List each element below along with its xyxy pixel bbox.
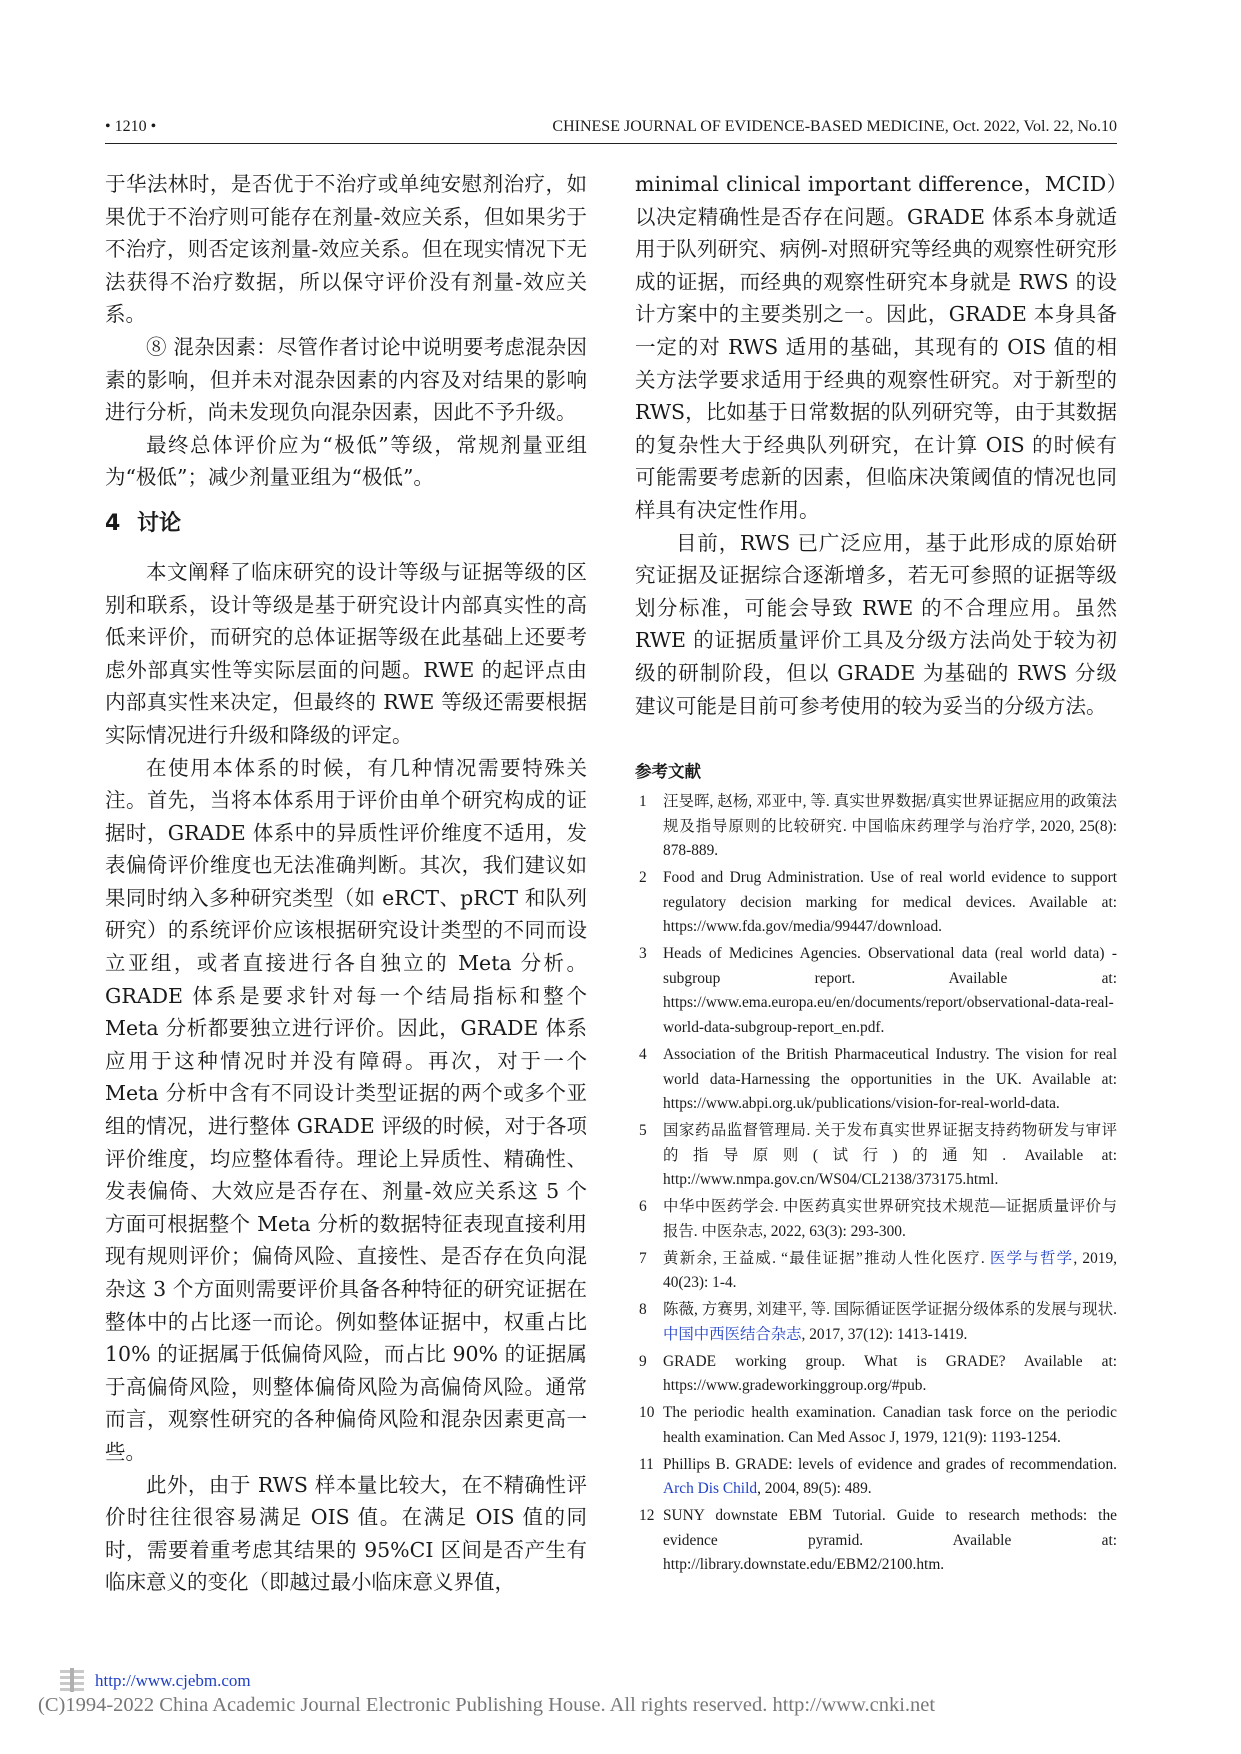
reference-number: 5: [639, 1122, 647, 1139]
section-heading: [105, 508, 587, 540]
paragraph: 本文阐释了临床研究的设计等级与证据等级的区别和联系，设计等级是基于研究设计内部真实性的高低来评价，而研究的总体证据等级在此基础上还要考虑外部真实性等实际层面的问题。RWE 的起评点由内部真实性来决定，但最终的 RWE 等级还需要根据实际情况进行升级和降级的评定。: [105, 559, 587, 747]
reference-number: 11: [639, 1455, 654, 1473]
header-rule: [105, 143, 1117, 144]
reference-number: 12: [639, 1506, 655, 1524]
reference-number: 1: [639, 793, 647, 811]
reference-item: [635, 1298, 1117, 1347]
reference-text: The periodic health examination. Canadian task force on the periodic health examination. Can Med Assoc J, 1979, 121(9): 1193-1254.: [663, 1404, 1117, 1446]
paragraph: 此外，由于 RWS 样本量比较大，在不精确性评价时往往很容易满足 OIS 值。在满足 OIS 值的同时，需要着重考虑其结果的 95%CI 区间是否产生有临床意义的变化（即越过最小临床意义界值，: [105, 1472, 587, 1595]
reference-text: [663, 1298, 1117, 1347]
reference-number: 9: [639, 1352, 647, 1370]
paragraph: minimal clinical important difference，MCID）以决定精确性是否存在问题。GRADE 体系本身就适用于队列研究、病例-对照研究等经典的观察性研究形成的证据，而经典的观察性研究本身就是 RWS 的设计方案中的主要类别之一。因此，GRADE 本身具备一定的对 RWS 适用的基础，其现有的 OIS 值的相关方法学要求适用于经典的观察性研究。对于新型的 RWS，比如基于日常数据的队列研究等，由于其数据的复杂性大于经典队列研究，在计算 OIS 的时候有可能需要考虑新的因素，但临床决策阈值的情况也同样具有决定性作用。: [635, 172, 1117, 522]
reference-number: 2: [639, 869, 647, 887]
reference-text: Food and Drug Administration. Use of real world evidence to support regulatory decision marking for medical devices. Available at: https://www.fda.gov/media/99447/download.: [663, 869, 1117, 936]
reference-text: [663, 1247, 1117, 1296]
journal-title: CHINESE JOURNAL OF EVIDENCE-BASED MEDICINE, Oct. 2022, Vol. 22, No.10: [552, 118, 1117, 135]
reference-text: 中华中医药学会. 中医药真实世界研究技术规范—证据质量评价与报告. 中医杂志, 2022, 63(3): 293-300.: [663, 1198, 1117, 1240]
reference-journal-link[interactable]: 中国中西医结合杂志: [663, 1325, 802, 1343]
page-number: • 1210 •: [105, 118, 157, 135]
reference-item: [635, 1195, 1117, 1244]
reference-item: [635, 1043, 1117, 1117]
journal-url-link[interactable]: http://www.cjebm.com: [95, 1671, 251, 1690]
reference-citation: 陈薇, 方赛男, 刘建平, 等. 国际循证医学证据分级体系的发展与现状.: [663, 1301, 1117, 1319]
reference-number: 10: [639, 1404, 655, 1422]
reference-item: [635, 1504, 1117, 1578]
right-column: [635, 168, 1117, 1580]
reference-text: [663, 1453, 1117, 1502]
reference-text: SUNY downstate EBM Tutorial. Guide to research methods: the evidence pyramid. Available at: http://library.downstate.edu/EBM2/2100.htm.: [663, 1506, 1117, 1574]
reference-journal-link[interactable]: Arch Dis Child: [663, 1480, 758, 1498]
reference-number: 6: [639, 1198, 647, 1216]
paragraph: 于华法林时，是否优于不治疗或单纯安慰剂治疗，如果优于不治疗则可能存在剂量-效应关系，但如果劣于不治疗，则否定该剂量-效应关系。但在现实情况下无法获得不治疗数据，所以保守评价没有剂量-效应关系。: [105, 172, 587, 327]
journal-logo-icon: [58, 1667, 86, 1693]
left-column: [105, 168, 587, 1599]
reference-volume: , 2004, 89(5): 489.: [757, 1480, 872, 1498]
reference-number: 4: [639, 1045, 647, 1063]
reference-item: [635, 1119, 1117, 1193]
reference-item: [635, 942, 1117, 1040]
reference-text: Association of the British Pharmaceutical Industry. The vision for real world data-Harnessing the opportunities in the UK. Available at: https://www.abpi.org.uk/publications/vision-for-real-world-data.: [663, 1045, 1117, 1113]
copyright-notice: (C)1994-2022 China Academic Journal Electronic Publishing House. All rights reserved. http://www.cnki.net: [38, 1694, 936, 1716]
reference-text: Heads of Medicines Agencies. Observational data (real world data) -subgroup report. Available at: https://www.ema.europa.eu/en/documents/report/observational-data-real-world-data-subgroup-report_en.pdf.: [663, 945, 1117, 1037]
page-header: [105, 118, 1117, 142]
reference-citation: 黄新余, 王益威. “最佳证据”推动人性化医疗.: [663, 1249, 990, 1267]
reference-text: GRADE working group. What is GRADE? Available at: https://www.gradeworkinggroup.org/#pub.: [663, 1352, 1117, 1395]
references-heading: 参考文献: [635, 762, 701, 782]
reference-citation: Phillips B. GRADE: levels of evidence and grades of recommendation.: [663, 1455, 1117, 1473]
reference-text: 国家药品监督管理局. 关于发布真实世界证据支持药物研发与审评的指导原则(试行)的通知. Available at: http://www.nmpa.gov.cn/WS04/CL2138/373175.html.: [663, 1122, 1117, 1189]
reference-volume: , 2017, 37(12): 1413-1419.: [801, 1325, 968, 1343]
section-number: 4: [105, 510, 121, 536]
paragraph: 目前，RWS 已广泛应用，基于此形成的原始研究证据及证据综合逐渐增多，若无可参照的证据等级划分标准，可能会导致 RWE 的不合理应用。虽然 RWE 的证据质量评价工具及分级方法尚处于较为初级的研制阶段，但以 GRADE 为基础的 RWS 分级建议可能是目前可参考使用的较为妥当的分级方法。: [635, 530, 1117, 718]
reference-item: [635, 790, 1117, 864]
reference-item: [635, 1453, 1117, 1502]
section-title: 讨论: [137, 510, 182, 536]
paragraph: ⑧ 混杂因素：尽管作者讨论中说明要考虑混杂因素的影响，但并未对混杂因素的内容及对结果的影响进行分析，尚未发现负向混杂因素，因此不予升级。: [105, 334, 587, 425]
reference-number: 3: [639, 945, 647, 963]
reference-item: [635, 866, 1117, 940]
reference-number: 8: [639, 1301, 647, 1319]
reference-volume: , 2019, 40(23): 1-4.: [663, 1249, 1117, 1292]
paragraph: 在使用本体系的时候，有几种情况需要特殊关注。首先，当将本体系用于评价由单个研究构成的证据时，GRADE 体系中的异质性评价维度不适用，发表偏倚评价维度也无法准确判断。其次，我们建议如果同时纳入多种研究类型（如 eRCT、pRCT 和队列研究）的系统评价应该根据研究设计类型的不同而设立亚组，或者直接进行各自独立的 Meta 分析。GRADE 体系是要求针对每一个结局指标和整个 Meta 分析都要独立进行评价。因此，GRADE 体系应用于这种情况时并没有障碍。再次，对于一个 Meta 分析中含有不同设计类型证据的两个或多个亚组的情况，进行整体 GRADE 评级的时候，对于各项评价维度，均应整体看待。理论上异质性、精确性、发表偏倚、大效应是否存在、剂量-效应关系这 5 个方面可根据整个 Meta 分析的数据特征表现直接利用现有规则评价；偏倚风险、直接性、是否存在负向混杂这 3 个方面则需要评价具备各种特征的研究证据在整体中的占比逐一而论。例如整体证据中，权重占比 10% 的证据属于低偏倚风险，而占比 90% 的证据属于高偏倚风险，则整体偏倚风险为高偏倚风险。通常而言，观察性研究的各种偏倚风险和混杂因素更高一些。: [105, 755, 587, 1464]
reference-item: [635, 1401, 1117, 1450]
reference-item: [635, 1350, 1117, 1399]
reference-journal-link[interactable]: 医学与哲学: [989, 1249, 1074, 1267]
paragraph: 最终总体评价应为“极低”等级，常规剂量亚组为“极低”；减少剂量亚组为“极低”。: [105, 432, 587, 490]
reference-list: [635, 790, 1117, 1578]
reference-text: 汪旻晖, 赵杨, 邓亚中, 等. 真实世界数据/真实世界证据应用的政策法规及指导原则的比较研究. 中国临床药理学与治疗学, 2020, 25(8): 878-889.: [663, 793, 1117, 860]
reference-number: 7: [639, 1249, 647, 1267]
reference-item: [635, 1247, 1117, 1296]
